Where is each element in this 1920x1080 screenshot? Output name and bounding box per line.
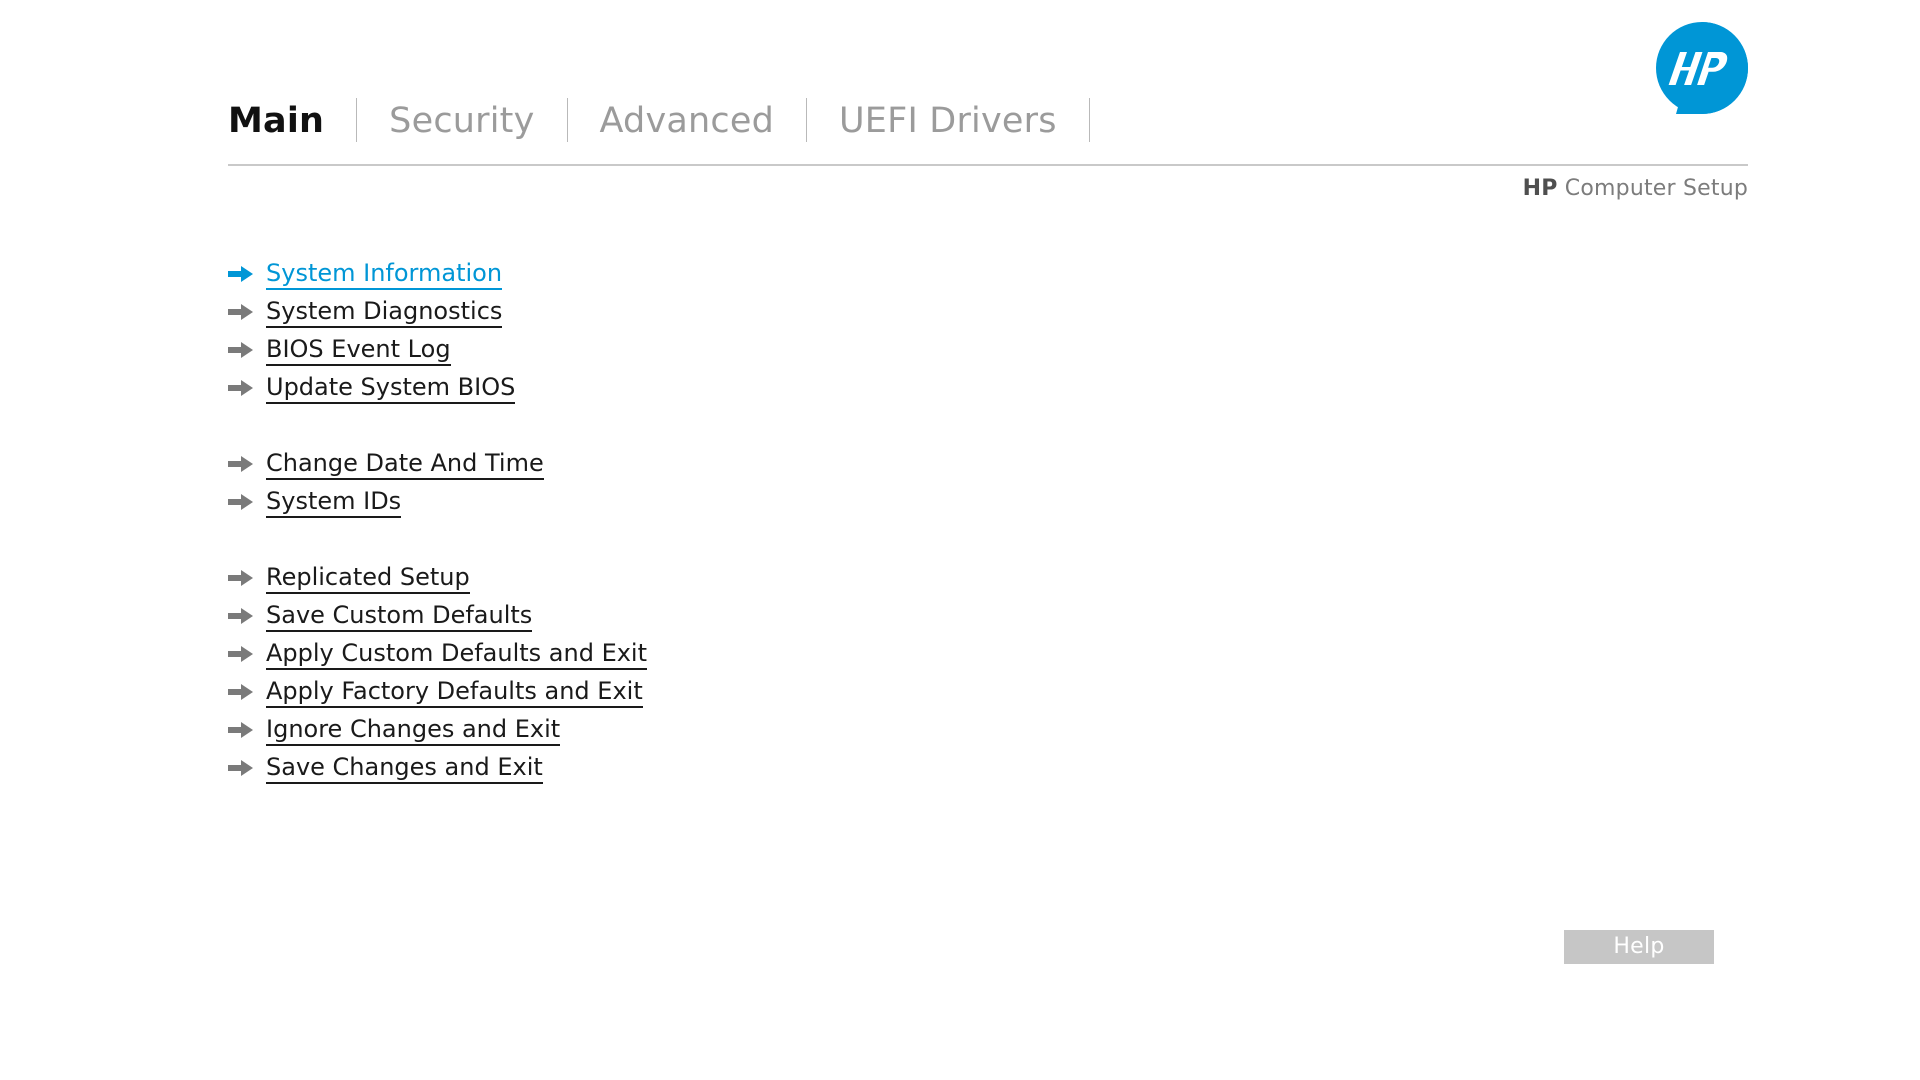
tab-security-label: Security (389, 101, 535, 141)
menu-item-apply-factory-defaults-and-exit[interactable] (228, 673, 1128, 711)
menu-item-label: Save Changes and Exit (266, 753, 543, 784)
tab-security[interactable] (389, 100, 534, 146)
menu-item-apply-custom-defaults-and-exit[interactable] (228, 635, 1128, 673)
main-menu-list (228, 255, 1128, 787)
menu-item-label: Update System BIOS (266, 373, 515, 404)
menu-group-spacer (228, 521, 1128, 559)
menu-item-ignore-changes-and-exit[interactable] (228, 711, 1128, 749)
menu-group-spacer (228, 407, 1128, 445)
product-title (1523, 176, 1748, 201)
arrow-right-icon (228, 378, 258, 398)
tab-divider (806, 98, 807, 142)
arrow-right-icon (228, 340, 258, 360)
tab-divider (567, 98, 568, 142)
tab-uefi-drivers[interactable] (839, 100, 1057, 146)
arrow-right-icon (228, 758, 258, 778)
menu-item-change-date-and-time[interactable] (228, 445, 1128, 483)
menu-item-save-custom-defaults[interactable] (228, 597, 1128, 635)
menu-item-label: Change Date And Time (266, 449, 544, 480)
tab-main[interactable] (228, 100, 324, 146)
arrow-right-icon (228, 682, 258, 702)
menu-item-label: Ignore Changes and Exit (266, 715, 560, 746)
tab-advanced[interactable] (600, 100, 774, 146)
product-title-text: Computer Setup (1557, 176, 1748, 201)
arrow-right-icon (228, 568, 258, 588)
tab-advanced-label: Advanced (599, 101, 774, 141)
tab-main-label: Main (228, 101, 325, 141)
header-divider (228, 164, 1748, 166)
menu-item-update-system-bios[interactable] (228, 369, 1128, 407)
menu-item-label: Replicated Setup (266, 563, 470, 594)
arrow-right-icon (228, 720, 258, 740)
product-title-brand: HP (1522, 176, 1558, 201)
menu-item-bios-event-log[interactable] (228, 331, 1128, 369)
arrow-right-icon (228, 454, 258, 474)
menu-item-label: System Information (266, 259, 502, 290)
menu-item-system-information[interactable] (228, 255, 1128, 293)
hp-logo (1656, 22, 1748, 114)
menu-item-replicated-setup[interactable] (228, 559, 1128, 597)
menu-item-system-ids[interactable] (228, 483, 1128, 521)
arrow-right-icon (228, 606, 258, 626)
arrow-right-icon (228, 264, 258, 284)
menu-item-label: System IDs (266, 487, 401, 518)
menu-item-save-changes-and-exit[interactable] (228, 749, 1128, 787)
arrow-right-icon (228, 644, 258, 664)
help-button[interactable]: Help (1564, 930, 1714, 964)
menu-item-label: BIOS Event Log (266, 335, 451, 366)
tab-divider (1089, 98, 1090, 142)
tab-uefi-drivers-label: UEFI Drivers (838, 101, 1057, 141)
menu-item-system-diagnostics[interactable] (228, 293, 1128, 331)
menu-item-label: Save Custom Defaults (266, 601, 532, 632)
arrow-right-icon (228, 492, 258, 512)
arrow-right-icon (228, 302, 258, 322)
tab-divider (356, 98, 357, 142)
header (228, 18, 1748, 201)
main-tab-bar (228, 90, 1090, 146)
menu-item-label: Apply Factory Defaults and Exit (266, 677, 643, 708)
menu-item-label: System Diagnostics (266, 297, 502, 328)
menu-item-label: Apply Custom Defaults and Exit (266, 639, 647, 670)
